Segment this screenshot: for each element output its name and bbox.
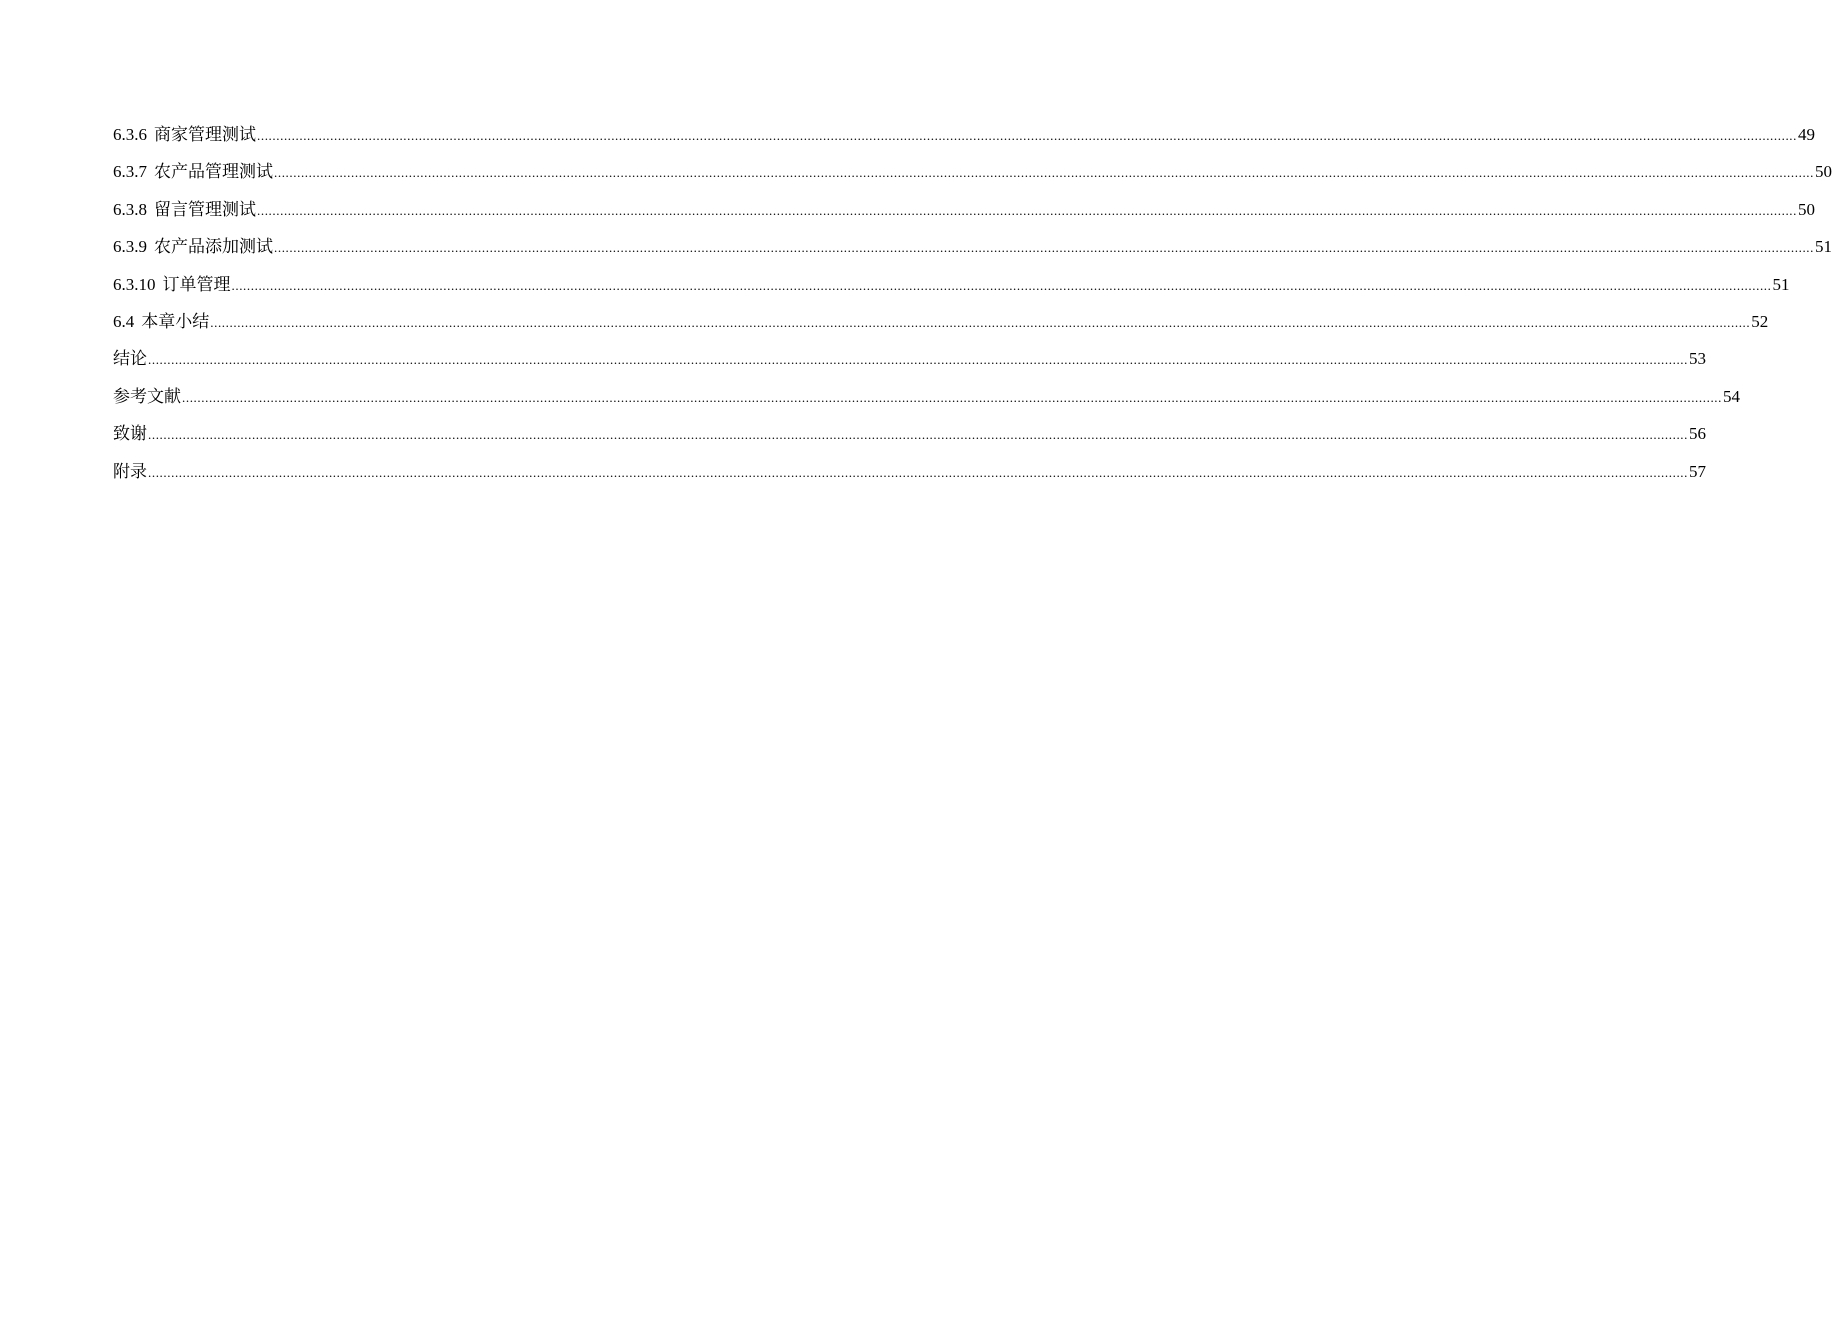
toc-dot-leader: ................................................................................................................................................................................................................................................................................................................................................................................................................	[148, 464, 1688, 480]
toc-entry[interactable]	[113, 116, 1815, 153]
toc-page-number: 51	[1772, 274, 1790, 294]
toc-page-number: 50	[1815, 162, 1832, 182]
toc-page-number: 50	[1798, 199, 1815, 219]
toc-entry-number: 6.3.7	[113, 162, 147, 182]
toc-dot-leader: ................................................................................................................................................................................................................................................................................................................................................................................................................	[257, 202, 1797, 218]
toc-entry-number: 6.3.8	[113, 199, 147, 219]
toc-entry-title	[113, 228, 273, 265]
toc-page-number: 53	[1689, 349, 1706, 369]
toc-entry-title	[113, 191, 256, 228]
toc-entry[interactable]	[113, 453, 1706, 490]
toc-entry-label: 本章小结	[141, 311, 210, 331]
toc-entry-label: 附录	[113, 461, 147, 481]
toc-entry-title	[113, 340, 147, 377]
toc-entry-title	[113, 453, 147, 490]
toc-entry[interactable]	[113, 378, 1740, 415]
toc-entry-label: 订单管理	[162, 274, 231, 294]
toc-dot-leader: ................................................................................................................................................................................................................................................................................................................................................................................................................	[182, 389, 1722, 405]
toc-page-number: 49	[1798, 125, 1815, 144]
toc-entry-title	[113, 153, 273, 190]
toc-dot-leader: ................................................................................................................................................................................................................................................................................................................................................................................................................	[148, 427, 1688, 443]
toc-page-number: 57	[1689, 461, 1706, 481]
toc-entry[interactable]	[113, 228, 1832, 265]
toc-entry-number: 6.3.6	[113, 125, 147, 144]
toc-entry[interactable]	[113, 415, 1706, 452]
toc-dot-leader: ................................................................................................................................................................................................................................................................................................................................................................................................................	[274, 165, 1814, 181]
toc-entry-title	[113, 303, 209, 340]
toc-entry-number: 6.3.9	[113, 237, 147, 257]
toc-entry-title	[113, 116, 256, 153]
toc-dot-leader: ................................................................................................................................................................................................................................................................................................................................................................................................................	[148, 352, 1688, 368]
toc-entry-number: 6.4	[113, 311, 135, 331]
toc-entry[interactable]	[113, 191, 1815, 228]
toc-entry[interactable]	[113, 340, 1706, 377]
table-of-contents	[113, 116, 1832, 490]
toc-dot-leader: ................................................................................................................................................................................................................................................................................................................................................................................................................	[210, 314, 1751, 330]
toc-entry-label: 农产品添加测试	[154, 237, 273, 257]
toc-entry[interactable]	[113, 303, 1769, 340]
toc-entry-label: 留言管理测试	[154, 199, 256, 219]
toc-entry-title	[113, 415, 147, 452]
toc-page-number: 56	[1689, 424, 1706, 444]
toc-entry-label: 参考文献	[113, 386, 181, 406]
toc-page-number: 52	[1751, 311, 1769, 331]
toc-entry[interactable]	[113, 153, 1832, 190]
toc-dot-leader: ................................................................................................................................................................................................................................................................................................................................................................................................................	[274, 240, 1814, 256]
toc-page-number: 54	[1723, 386, 1740, 406]
toc-dot-leader: ................................................................................................................................................................................................................................................................................................................................................................................................................	[231, 277, 1772, 293]
toc-entry-title	[113, 378, 181, 415]
toc-entry-label: 致谢	[113, 424, 147, 444]
toc-entry-title	[113, 266, 231, 303]
toc-entry-label: 结论	[113, 349, 147, 369]
toc-page-number: 51	[1815, 237, 1832, 257]
toc-entry-number: 6.3.10	[113, 274, 156, 294]
toc-entry-label: 商家管理测试	[154, 125, 256, 144]
toc-dot-leader: ................................................................................................................................................................................................................................................................................................................................................................................................................	[257, 128, 1797, 143]
toc-entry-label: 农产品管理测试	[154, 162, 273, 182]
toc-entry[interactable]	[113, 266, 1790, 303]
